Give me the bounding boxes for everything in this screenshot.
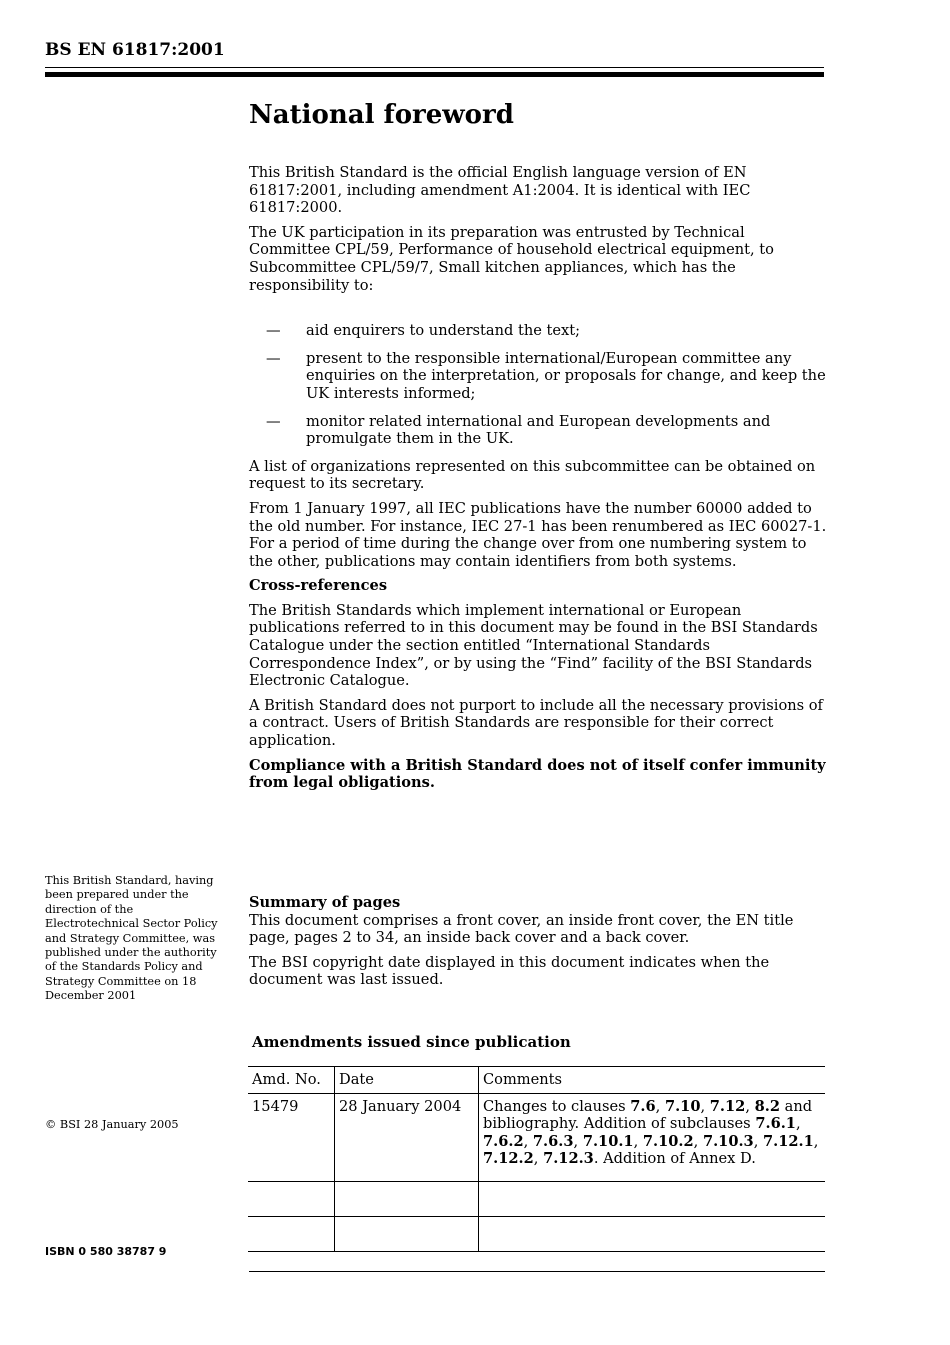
cell-amd-no: 15479 (252, 1097, 299, 1115)
provisions-paragraph: A British Standard does not purport to include all the necessary provisions of a contract. Users of British Standards are responsible for their correct application. (249, 696, 823, 750)
list-item (249, 413, 827, 448)
empty-cell (248, 1216, 335, 1251)
table-row (248, 1216, 825, 1251)
intro-paragraph-2: The UK participation in its preparation was entrusted by Technical Committee CPL/59, Performance of household electrical equipment, to Subcommittee CPL/59/7, Small kitchen appliances, which has the responsibility to: (249, 223, 774, 294)
amendments-table (248, 1066, 825, 1252)
header-comments: Comments (479, 1067, 826, 1094)
empty-cell (479, 1181, 826, 1216)
empty-cell (335, 1181, 479, 1216)
list-item-text: monitor related international and European developments and promulgate them in the UK. (306, 412, 771, 448)
list-item (249, 322, 827, 340)
document-id: BS EN 61817:2001 (45, 40, 225, 60)
compliance-statement: Compliance with a British Standard does not of itself confer immunity from legal obligations. (249, 756, 826, 792)
organizations-paragraph: A list of organizations represented on this subcommittee can be obtained on request to its secretary. (249, 457, 816, 493)
footer-rule (249, 1271, 825, 1272)
summary-section (249, 894, 827, 996)
cross-references-heading: Cross-references (249, 577, 388, 595)
amendments-title: Amendments issued since publication (252, 1033, 571, 1051)
dash-bullet: — (266, 349, 281, 367)
list-item-text: present to the responsible international/European committee any enquiries on the interpretation, or proposals for change, and keep the UK interests informed; (306, 349, 826, 402)
empty-cell (479, 1216, 826, 1251)
cell-comments: Changes to clauses 7.6, 7.10, 7.12, 8.2 and bibliography. Addition of subclauses 7.6.1, 7.6.2, 7.6.3, 7.10.1, 7.10.2, 7.10.3, 7.12.1, 7.12.2, 7.12.3. Addition of Annex D. (479, 1093, 826, 1181)
cell-date: 28 January 2004 (335, 1093, 479, 1181)
header-rule-thin (45, 67, 824, 68)
cross-references-paragraph: The British Standards which implement international or European publications referred to in this document may be found in the BSI Standards Catalogue under the section entitled “International Standards Correspondence Index”, or by using the “Find” facility of the BSI Standards Electronic Catalogue. (249, 601, 818, 690)
numbering-paragraph: From 1 January 1997, all IEC publications have the number 60000 added to the old number. For instance, IEC 27-1 has been renumbered as IEC 60027-1. For a period of time during the change over from one numbering system to the other, publications may contain identifiers from both systems. (249, 499, 827, 570)
header-date: Date (335, 1067, 479, 1094)
foreword-body (249, 164, 827, 799)
table-header-row (248, 1067, 825, 1094)
empty-cell (335, 1216, 479, 1251)
empty-cell (248, 1181, 335, 1216)
page-title: National foreword (249, 100, 514, 130)
summary-heading: Summary of pages (249, 894, 401, 911)
summary-paragraph-2: The BSI copyright date displayed in this document indicates when the document was last issued. (249, 953, 770, 989)
isbn: ISBN 0 580 38787 9 (45, 1245, 167, 1258)
header-rule-thick (45, 72, 824, 77)
summary-paragraph-1: This document comprises a front cover, an inside front cover, the EN title page, pages 2 to 34, an inside back cover and a back cover. (249, 911, 794, 947)
intro-paragraph-1: This British Standard is the official English language version of EN 61817:2001, including amendment A1:2004. It is identical with IEC 61817:2000. (249, 164, 751, 217)
responsibility-list (249, 322, 827, 448)
list-item (249, 350, 827, 403)
copyright-note: © BSI 28 January 2005 (45, 1118, 179, 1131)
header-amd-no: Amd. No. (252, 1071, 321, 1088)
dash-bullet: — (266, 412, 281, 430)
dash-bullet: — (266, 322, 281, 340)
table-row (248, 1093, 825, 1181)
publication-note: This British Standard, having been prepared under the direction of the Electrotechnical Sector Policy and Strategy Committee, was published under the authority of the Standards Policy and Strategy Committee on 18 December 2001 (45, 874, 218, 1003)
list-item-text: aid enquirers to understand the text; (306, 322, 581, 340)
table-row (248, 1181, 825, 1216)
